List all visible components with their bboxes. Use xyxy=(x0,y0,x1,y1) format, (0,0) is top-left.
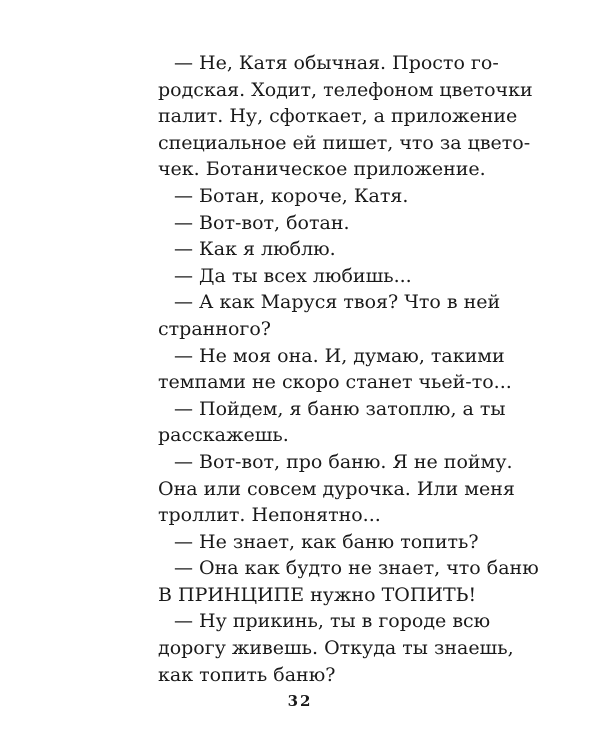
text-line: — Не, Катя обычная. Просто го- xyxy=(174,52,499,74)
text-line: — Она как будто не знает, что баню xyxy=(174,557,539,580)
text-line: как топить баню? xyxy=(158,663,336,686)
text-line: Она или совсем дурочка. Или меня xyxy=(158,477,515,500)
text-line: дорогу живешь. Откуда ты знаешь, xyxy=(158,637,514,660)
text-line: палит. Ну, сфоткает, а приложение xyxy=(158,105,518,128)
text-line: — Ну прикинь, ты в городе всю xyxy=(174,610,491,633)
text-line: троллит. Непонятно... xyxy=(158,504,381,527)
text-line: — Вот-вот, про баню. Я не пойму. xyxy=(174,450,513,473)
text-line: — Ботан, короче, Катя. xyxy=(174,184,409,207)
text-line: темпами не скоро станет чьей-то... xyxy=(158,371,512,394)
page-number: 32 xyxy=(287,692,313,710)
text-line: — Да ты всех любишь... xyxy=(174,264,412,287)
text-line: — А как Маруся твоя? Что в ней xyxy=(174,291,501,314)
text-line: — Не знает, как баню топить? xyxy=(174,530,479,553)
body-text xyxy=(158,50,539,688)
text-line: В ПРИНЦИПЕ нужно ТОПИТЬ! xyxy=(158,583,477,606)
text-line: — Как я люблю. xyxy=(174,238,336,261)
text-line: чек. Ботаническое приложение. xyxy=(158,158,486,181)
text-line: — Вот-вот, ботан. xyxy=(174,211,350,234)
text-line: — Пойдем, я баню затоплю, а ты xyxy=(174,397,506,420)
text-line: расскажешь. xyxy=(158,424,289,447)
text-line: — Не моя она. И, думаю, такими xyxy=(174,344,505,367)
text-line: родская. Ходит, телефоном цветочки xyxy=(158,78,533,101)
text-line: специальное ей пишет, что за цвето- xyxy=(158,131,531,154)
text-line: странного? xyxy=(158,317,271,340)
